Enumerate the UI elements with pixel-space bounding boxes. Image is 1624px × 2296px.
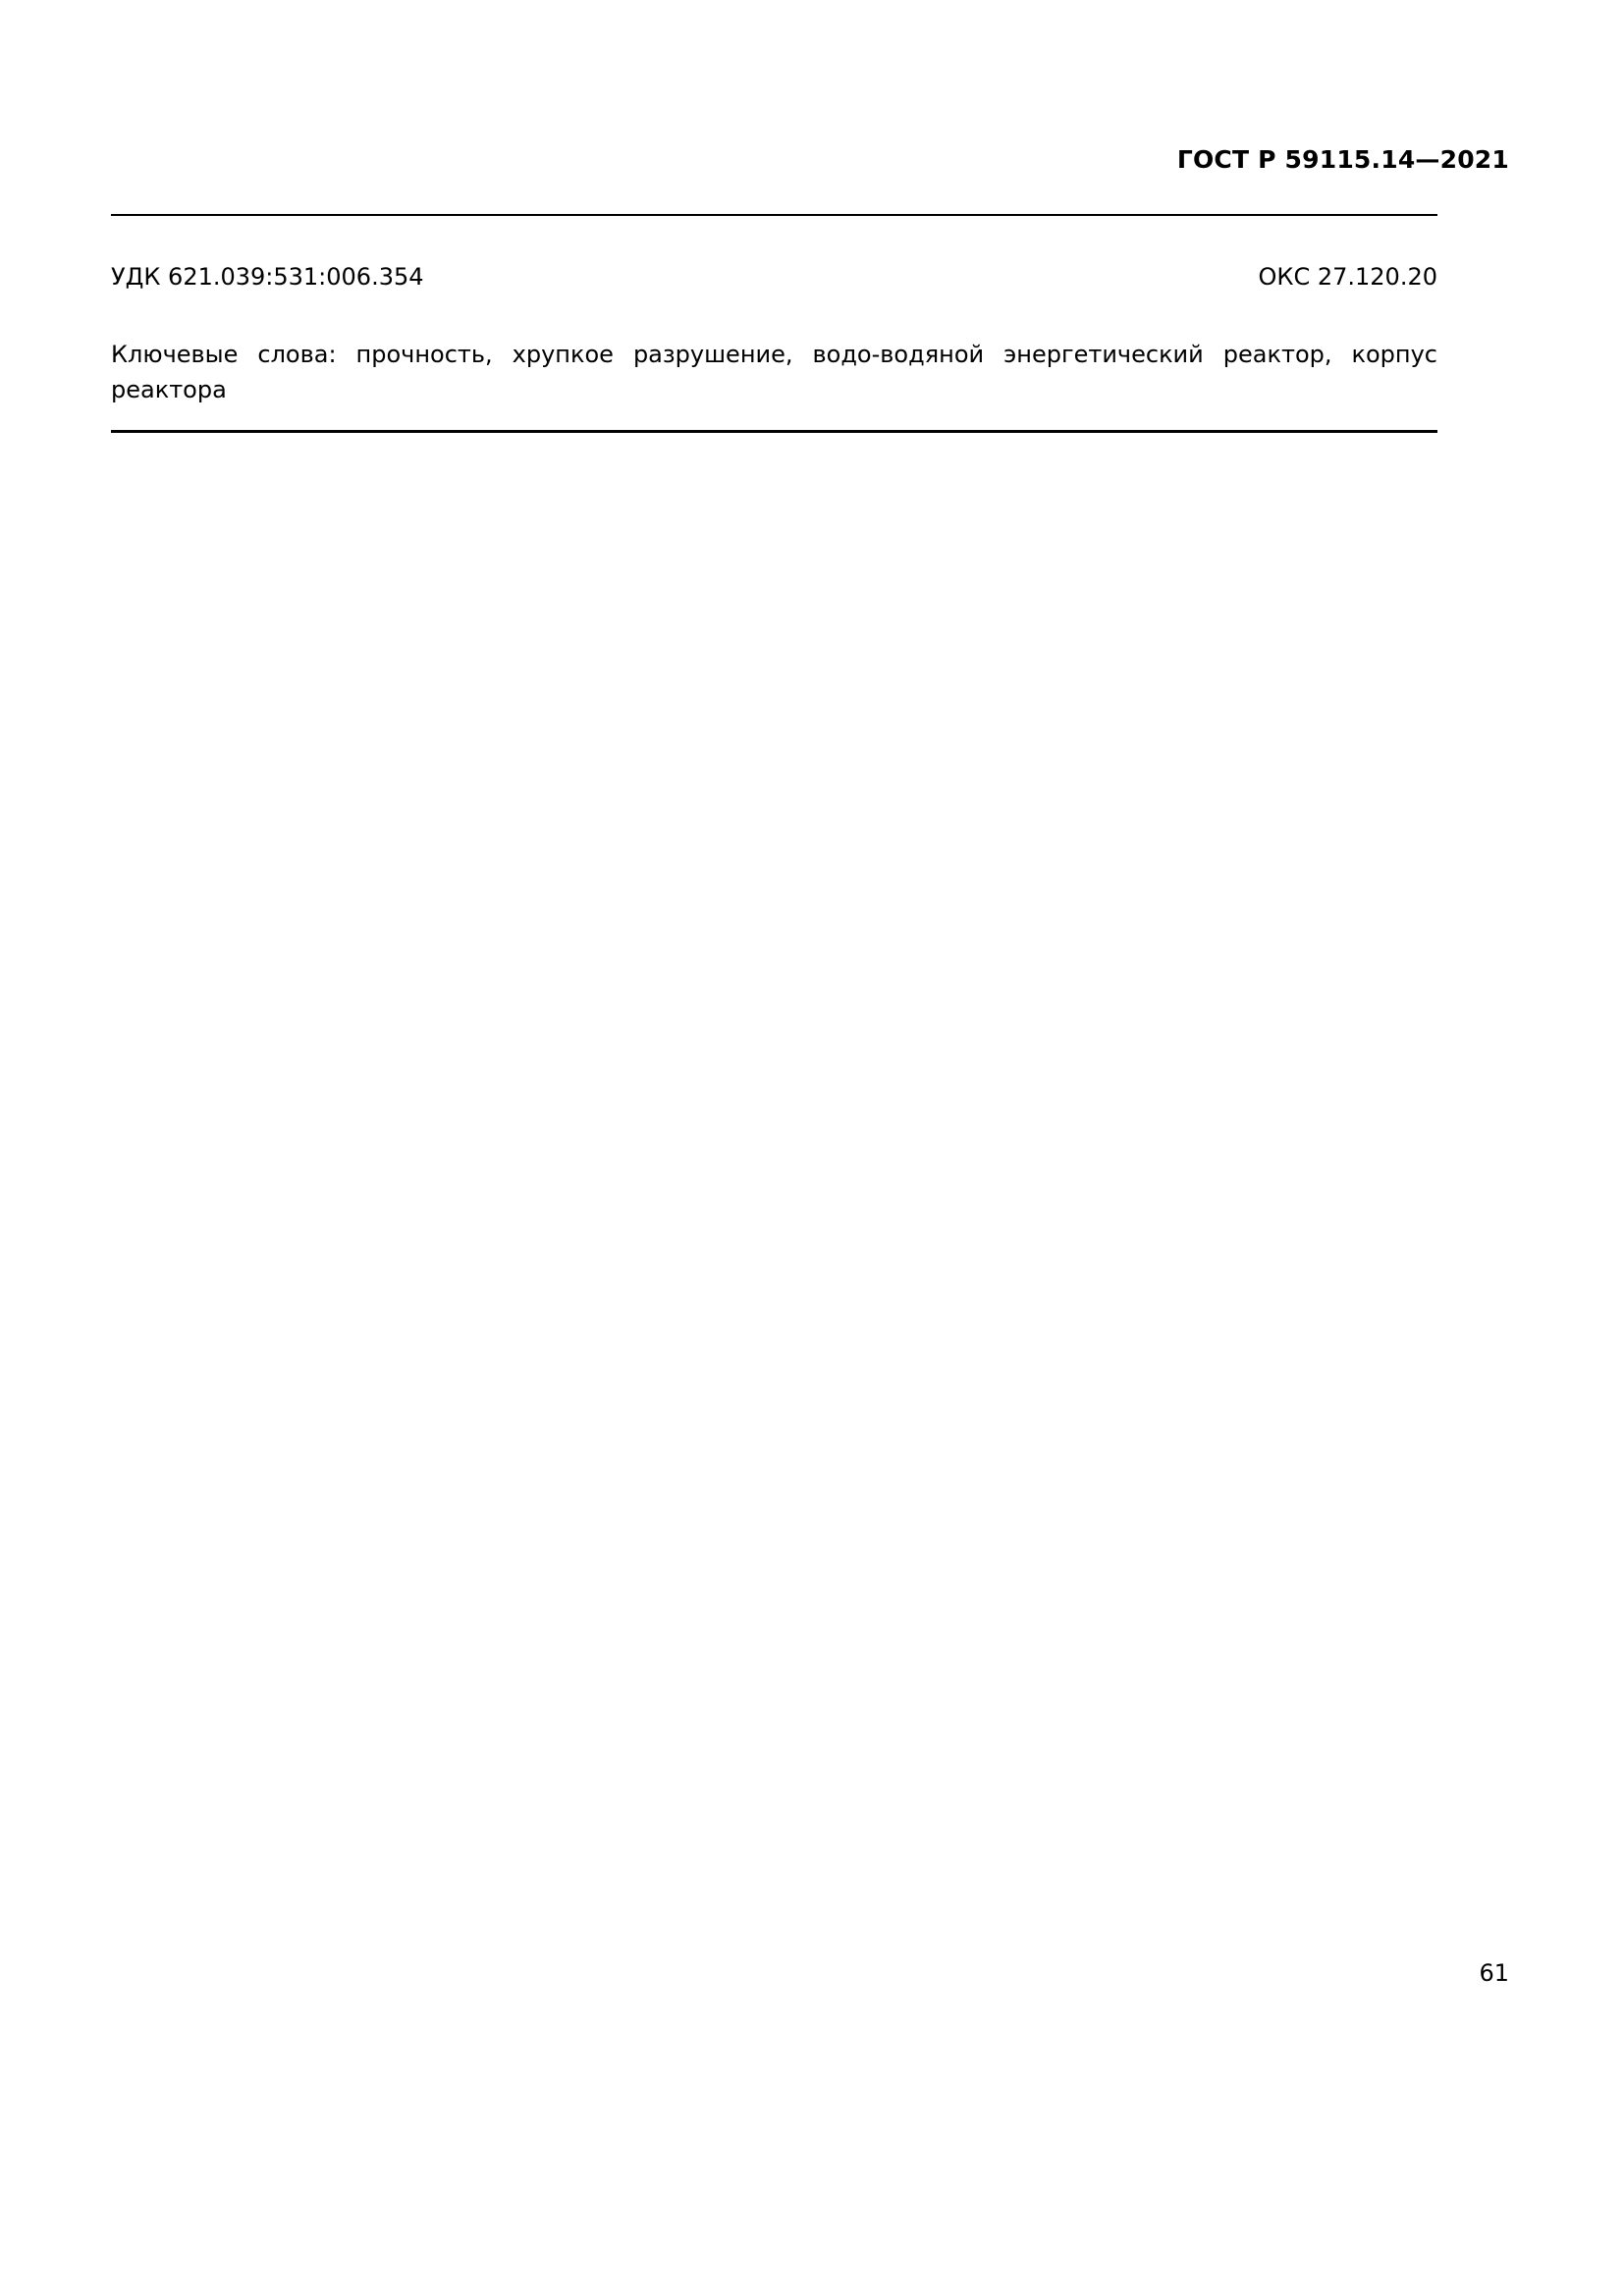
udk-code: УДК 621.039:531:006.354 bbox=[111, 263, 424, 291]
classification-codes-row bbox=[111, 263, 1437, 291]
oks-code: ОКС 27.120.20 bbox=[1258, 263, 1437, 291]
header-divider-bottom bbox=[111, 430, 1437, 433]
page-number: 61 bbox=[1479, 1959, 1509, 1987]
keywords-paragraph: Ключевые слова: прочность, хрупкое разрушение, водо-водяной энергетический реактор, корпус реактора bbox=[111, 341, 1437, 403]
header-divider-top bbox=[111, 214, 1437, 216]
standard-designation-header: ГОСТ Р 59115.14—2021 bbox=[1176, 145, 1509, 174]
